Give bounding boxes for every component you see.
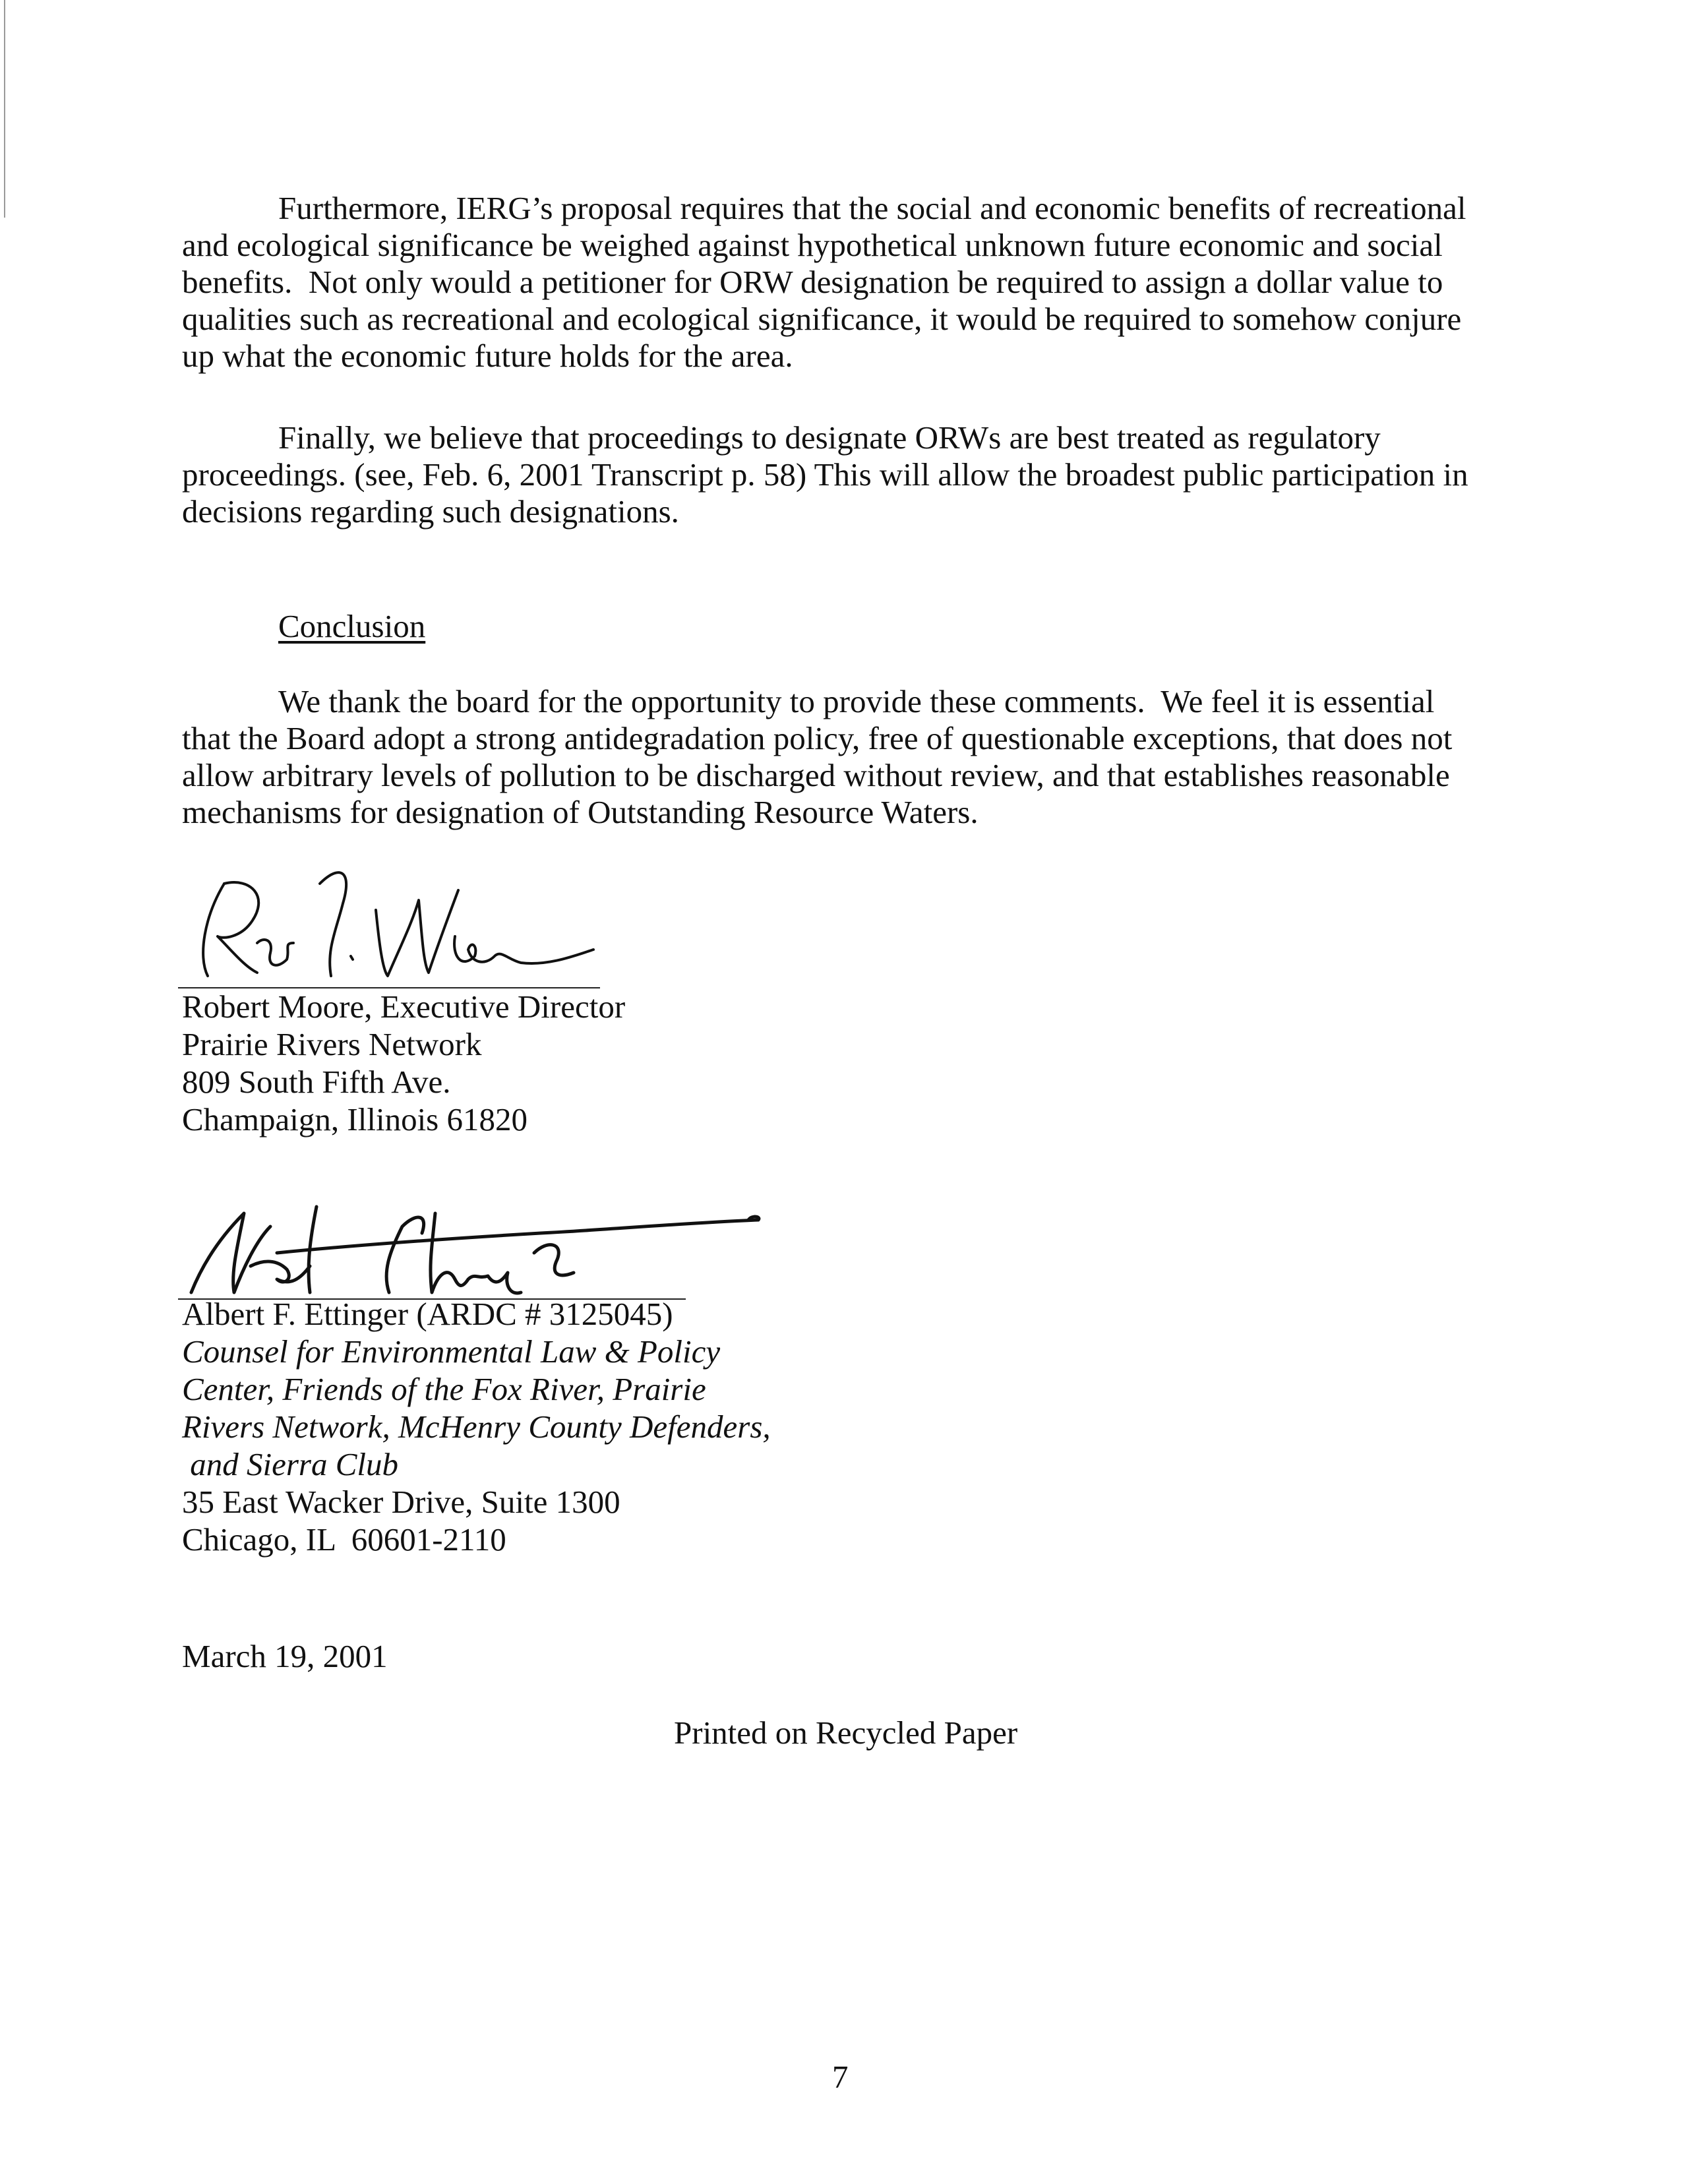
signatory-role-line: Center, Friends of the Fox River, Prairie xyxy=(182,1371,706,1407)
paragraph-line: that the Board adopt a strong antidegradation policy, free of questionable exceptions, that does not xyxy=(182,720,1453,756)
paragraph-line: allow arbitrary levels of pollution to be discharged without review, and that establishes reasonable xyxy=(182,757,1450,793)
paragraph-line: up what the economic future holds for the area. xyxy=(182,338,793,374)
signatory-block-moore xyxy=(182,988,625,1138)
signatory-address: 809 South Fifth Ave. xyxy=(182,1064,451,1100)
recycled-paper-note: Printed on Recycled Paper xyxy=(674,1714,1018,1751)
paragraph-line: We thank the board for the opportunity to provide these comments. We feel it is essential xyxy=(278,683,1435,719)
conclusion-heading: Conclusion xyxy=(278,608,426,644)
document-date: March 19, 2001 xyxy=(182,1638,388,1674)
paragraph-line: qualities such as recreational and ecological significance, it would be required to somehow conjure xyxy=(182,301,1462,337)
signatory-organization: Prairie Rivers Network xyxy=(182,1026,482,1062)
paragraph-line: and ecological significance be weighed against hypothetical unknown future economic and social xyxy=(182,227,1443,263)
signatory-role-line: Rivers Network, McHenry County Defenders, xyxy=(182,1409,771,1445)
paragraph-line: Finally, we believe that proceedings to designate ORWs are best treated as regulatory xyxy=(278,419,1381,456)
scan-margin-line xyxy=(4,0,5,218)
section-heading-conclusion xyxy=(182,608,1501,645)
paragraph-furthermore xyxy=(182,190,1501,375)
page-number: 7 xyxy=(832,2059,849,2095)
signatory-block-ettinger xyxy=(182,1295,771,1558)
signatory-name-title: Robert Moore, Executive Director xyxy=(182,988,626,1025)
signature-albert-ettinger xyxy=(178,1187,771,1306)
paragraph-line: Furthermore, IERG’s proposal requires that the social and economic benefits of recreational xyxy=(278,190,1466,226)
paragraph-line: proceedings. (see, Feb. 6, 2001 Transcript p. 58) This will allow the broadest public participation in xyxy=(182,456,1468,493)
signatory-role-line: and Sierra Club xyxy=(182,1446,399,1482)
paragraph-thanks xyxy=(182,683,1501,831)
signatory-city: Chicago, IL 60601-2110 xyxy=(182,1521,506,1558)
signatory-name: Albert F. Ettinger (ARDC # 3125045) xyxy=(182,1296,673,1332)
paragraph-line: decisions regarding such designations. xyxy=(182,493,679,530)
paragraph-line: benefits. Not only would a petitioner for ORW designation be required to assign a dollar value to xyxy=(182,264,1443,300)
signatory-role-line: Counsel for Environmental Law & Policy xyxy=(182,1333,721,1370)
paragraph-finally xyxy=(182,419,1501,530)
paragraph-line: mechanisms for designation of Outstanding Resource Waters. xyxy=(182,794,979,830)
signature-robert-moore xyxy=(178,844,613,1002)
signatory-address: 35 East Wacker Drive, Suite 1300 xyxy=(182,1484,620,1520)
signatory-city: Champaign, Illinois 61820 xyxy=(182,1101,528,1138)
